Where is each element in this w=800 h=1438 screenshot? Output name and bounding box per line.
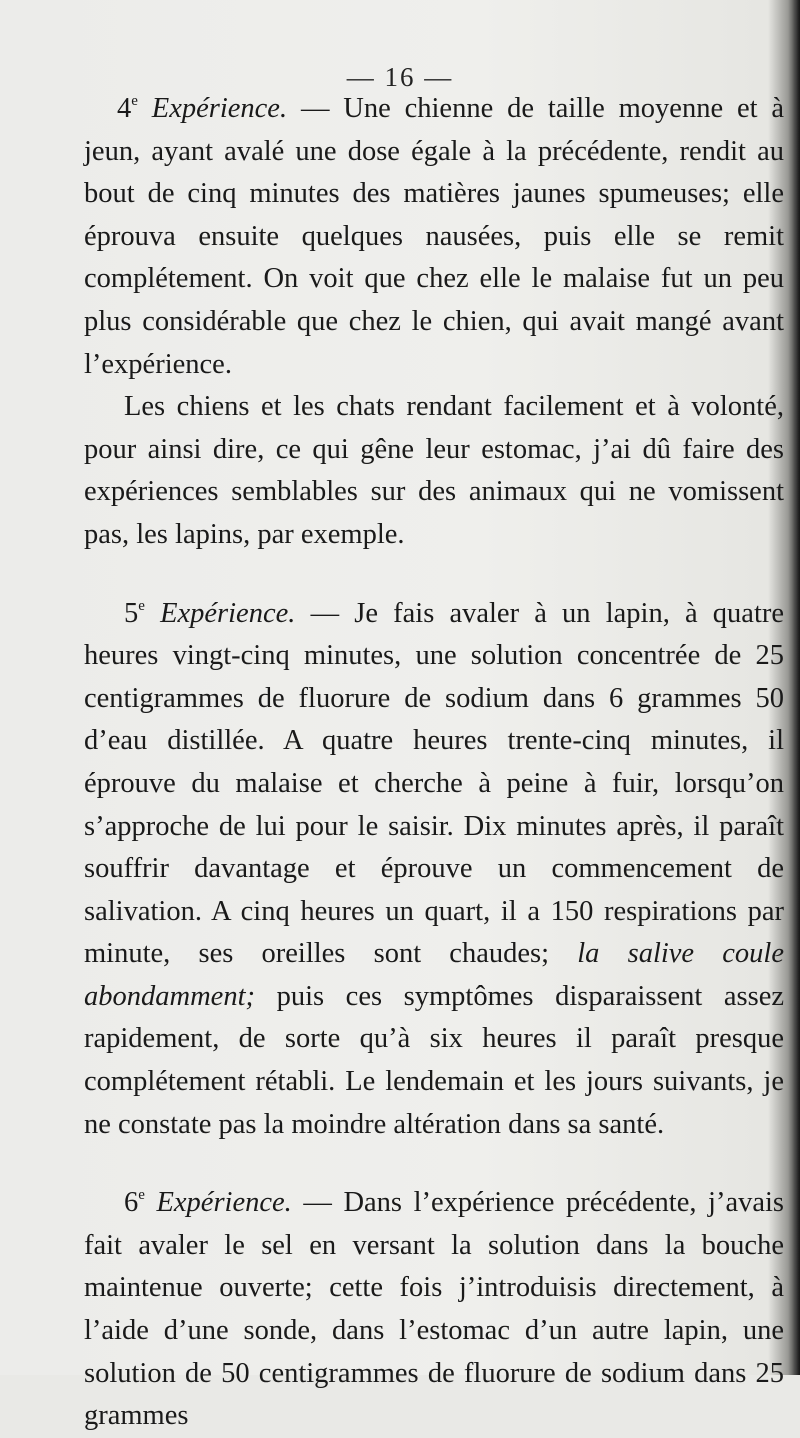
experience-number: 6 — [124, 1187, 139, 1219]
experience-title: Expérience. — [151, 93, 288, 124]
italic-phrase: la salive coule abondamment; — [84, 938, 784, 1012]
paragraph-experience-5 — [84, 593, 784, 1147]
page-number-header: — 16 — — [346, 62, 454, 92]
paragraph-text-continued: puis ces symptômes disparaissent assez rapidement, de sorte qu’à six heures il paraît presque complétement rétabli. Le lendemain et les jours suivants, je ne constate pas la moindre altération dans sa santé. — [84, 980, 785, 1140]
paragraph-text: — Une chienne de taille moyenne et à jeun, ayant avalé une dose égale à la précédente, rendit au bout de cinq minutes des matières jaunes spumeuses; elle éprouva ensuite quelques nausées, puis elle se remit complétement. On voit que chez elle le malaise fut un peu plus considérable que chez le chien, qui avait mangé avant l’expérience. — [84, 93, 785, 380]
experience-title: Expérience. — [156, 1187, 292, 1219]
paragraph-text: Les chiens et les chats rendant facilement et à volonté, pour ainsi dire, ce qui gêne leur estomac, j’ai dû faire des expériences semblables sur des animaux qui ne vomissent pas, les lapins, par exemple. — [84, 391, 784, 550]
paragraph-text: — Je fais avaler à un lapin, à quatre heures vingt-cinq minutes, une solution concentrée de 25 centigrammes de fluorure de sodium dans 6 grammes 50 d’eau distillée. A quatre heures trente-cinq minutes, il éprouve du malaise et cherche à peine à fuir, lorsqu’on s’approche de lui pour le saisir. Dix minutes après, il paraît souffrir davantage et éprouve un commencement de salivation. A cinq heures un quart, il a 150 respirations par minute, ses oreilles sont chaudes; — [84, 597, 785, 970]
page-edge-shadow — [788, 0, 800, 1375]
experience-number: 5 — [124, 597, 139, 629]
ordinal-suffix: e — [138, 597, 145, 614]
experience-title: Expérience. — [160, 597, 296, 629]
paragraph-experience-4 — [84, 88, 784, 386]
paragraph-experience-6 — [84, 1182, 784, 1438]
paragraph-animals — [84, 386, 784, 556]
ordinal-suffix: e — [131, 93, 138, 109]
ordinal-suffix: e — [138, 1187, 145, 1204]
experience-number: 4 — [117, 93, 132, 124]
paragraph-text: — Dans l’expérience précédente, j’avais fait avaler le sel en versant la solution dans la bouche maintenue ouverte; cette fois j’introduisis directement, à l’aide d’une sonde, dans l’estomac d’un autre lapin, une solution de 50 centigrammes de fluorure de sodium dans 25 grammes — [84, 1187, 785, 1432]
page-body — [84, 88, 784, 1438]
